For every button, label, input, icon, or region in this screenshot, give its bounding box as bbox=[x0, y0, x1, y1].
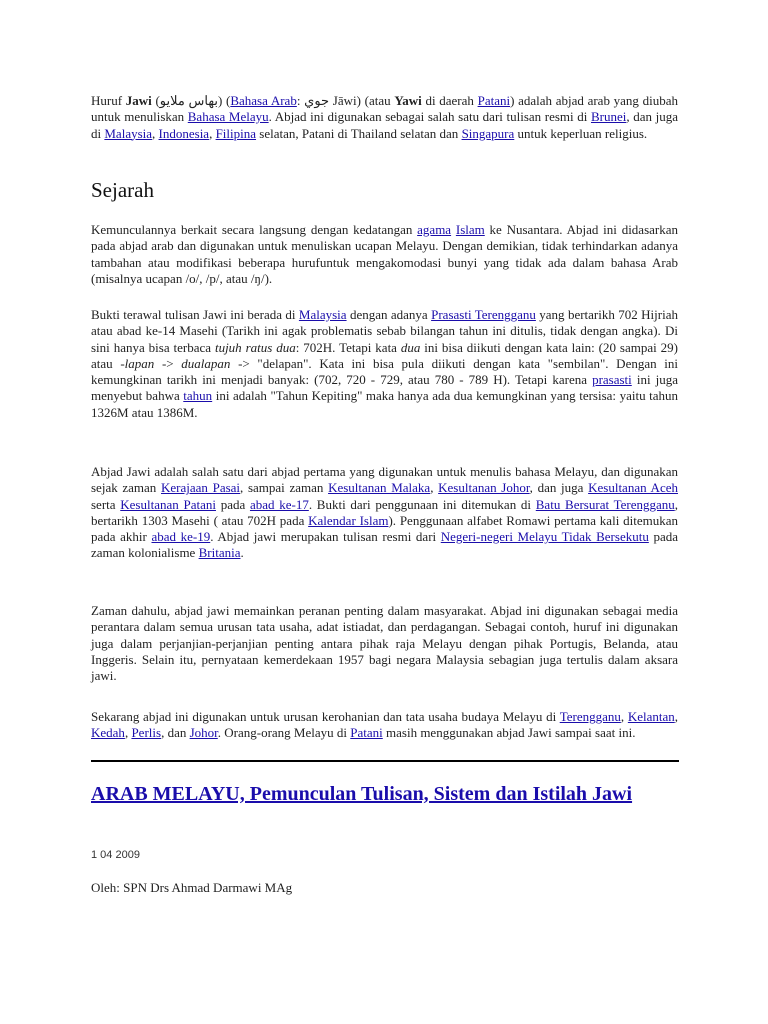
link-malaysia[interactable]: Malaysia bbox=[104, 125, 153, 141]
link-kesultanan-patani[interactable]: Kesultanan Patani bbox=[120, 496, 216, 512]
text: ) adalah abjad arab yang diubah untuk menuliskan bbox=[91, 93, 678, 125]
link-prasasti-terengganu[interactable]: Prasasti Terengganu bbox=[431, 307, 536, 322]
arabic-text: بهاس ملايو bbox=[159, 93, 218, 108]
link-tahun[interactable]: tahun bbox=[183, 388, 213, 404]
sejarah-paragraph-5 bbox=[91, 709, 678, 742]
term-jawi: Jawi bbox=[125, 93, 152, 108]
italic-text: dua bbox=[400, 339, 421, 355]
link-singapura[interactable]: Singapura bbox=[461, 125, 515, 141]
text: , dan juga di bbox=[91, 109, 678, 141]
text: ) ( bbox=[217, 93, 231, 108]
sejarah-paragraph-3 bbox=[91, 464, 678, 562]
link-prasasti[interactable]: prasasti bbox=[592, 372, 632, 388]
sejarah-paragraph-2 bbox=[91, 307, 678, 421]
link-abad-ke-19[interactable]: abad ke-19 bbox=[151, 529, 211, 545]
text: masih menggunakan abjad Jawi sampai saat ini. bbox=[382, 725, 636, 741]
link-indonesia[interactable]: Indonesia bbox=[158, 125, 210, 141]
text: , bbox=[430, 480, 439, 496]
text: untuk keperluan religius. bbox=[514, 125, 648, 141]
link-bahasa-melayu[interactable]: Bahasa Melayu bbox=[187, 109, 269, 125]
link-abad-ke-17[interactable]: abad ke-17 bbox=[249, 496, 309, 512]
link-negeri-negeri-melayu[interactable]: Negeri-negeri Melayu Tidak Bersekutu bbox=[440, 529, 649, 545]
intro-paragraph bbox=[91, 93, 678, 142]
article-title bbox=[91, 781, 696, 807]
text: : 702H. Tetapi kata bbox=[295, 339, 401, 355]
text: . bbox=[240, 545, 244, 561]
text: Kemunculannya berkait secara langsung dengan kedatangan bbox=[91, 222, 418, 237]
text: ini juga menyebut bahwa bbox=[91, 372, 678, 404]
link-malaysia[interactable]: Malaysia bbox=[298, 307, 347, 322]
text: ke Nusantara. Abjad ini didasarkan pada abjad arab dan digunakan untuk menuliskan ucapan Melayu. Dengan demikian, tidak terhindarkan adanya tambahan atau modifikasi beberapa hurufuntuk mengakomodasi bunyi yang tidak ada dalam bahasa Arab (misalnya ucapan /o/, /p/, atau /ŋ/). bbox=[91, 222, 679, 286]
link-kesultanan-malaka[interactable]: Kesultanan Malaka bbox=[328, 480, 431, 496]
sejarah-paragraph-4: Zaman dahulu, abjad jawi memainkan peranan penting dalam masyarakat. Abjad ini digunakan sebagai media perantara dalam semua urusan tata usaha, adat istiadat, dan perdagangan. Sebagai contoh, huruf ini digunakan juga dalam perjanjian-perjanjian penting antara pihak raja Melayu dengan pihak Portugis, Belanda, atau Inggeris. Selain itu, pernyataan kemerdekaan 1957 bagi negara Malaysia sebagian juga tertulis dalam aksara jawi. bbox=[91, 603, 678, 684]
text: : bbox=[296, 93, 305, 108]
link-kedah[interactable]: Kedah bbox=[91, 725, 125, 741]
link-filipina[interactable]: Filipina bbox=[215, 125, 257, 141]
arabic-text: جوي bbox=[304, 93, 330, 108]
text: yang bertarikh 702 Hijriah atau abad ke-14 Masehi (Tarikh ini agak problematis sebab bilangan tahun ini ditulis, tidak dengan angka). Di sini hanya bisa terbaca bbox=[91, 307, 678, 355]
link-kelantan[interactable]: Kelantan bbox=[627, 709, 675, 724]
text: . Abjad jawi merupakan tulisan resmi dari bbox=[210, 529, 441, 545]
text: . Bukti dari penggunaan ini ditemukan di bbox=[308, 496, 536, 512]
text: ). Penggunaan alfabet Romawi pertama kali ditemukan pada akhir bbox=[91, 512, 678, 545]
sejarah-paragraph-1 bbox=[91, 222, 678, 287]
article-title-link[interactable]: ARAB MELAYU, Pemunculan Tulisan, Sistem dan Istilah Jawi bbox=[91, 783, 633, 805]
link-patani[interactable]: Patani bbox=[350, 725, 383, 741]
text: Bukti terawal tulisan Jawi ini berada di bbox=[91, 307, 299, 322]
text: pada bbox=[215, 496, 250, 512]
text: , bbox=[209, 125, 216, 141]
text: di daerah bbox=[421, 93, 478, 108]
term-yawi: Yawi bbox=[394, 93, 422, 108]
text: ( bbox=[151, 93, 160, 108]
text: Huruf bbox=[91, 93, 126, 108]
text: , bertarikh 1303 Masehi ( atau 702H pada bbox=[91, 496, 678, 528]
text: , bbox=[152, 125, 159, 141]
link-brunei[interactable]: Brunei bbox=[590, 109, 627, 125]
italic-text: tujuh ratus dua bbox=[214, 339, 296, 355]
link-batu-bersurat-terengganu[interactable]: Batu Bersurat Terengganu bbox=[535, 496, 675, 512]
text: Abjad Jawi adalah salah satu dari abjad pertama yang digunakan untuk menulis bahasa Melayu, dan digunakan sejak zaman bbox=[91, 464, 678, 496]
horizontal-rule bbox=[91, 760, 679, 762]
article-date: 1 04 2009 bbox=[91, 849, 140, 861]
italic-text: dualapan bbox=[181, 355, 231, 371]
link-britania[interactable]: Britania bbox=[198, 545, 241, 561]
text: , dan bbox=[161, 725, 190, 741]
section-heading-sejarah: Sejarah bbox=[91, 178, 154, 202]
text: , sampai zaman bbox=[240, 480, 329, 496]
text: -> bbox=[154, 355, 182, 371]
text: serta bbox=[91, 496, 121, 512]
article-author: Oleh: SPN Drs Ahmad Darmawi MAg bbox=[91, 880, 293, 895]
link-kerajaan-pasai[interactable]: Kerajaan Pasai bbox=[161, 480, 241, 496]
italic-text: lapan bbox=[124, 355, 155, 371]
link-perlis[interactable]: Perlis bbox=[131, 725, 162, 741]
text: ini adalah "Tahun Kepiting" maka hanya ada dua kemungkinan yang tersisa: yaitu tahun 1326M atau 1386M. bbox=[91, 388, 678, 420]
text: , bbox=[124, 725, 132, 741]
link-islam[interactable]: Islam bbox=[455, 222, 485, 237]
link-johor[interactable]: Johor bbox=[189, 725, 218, 741]
text: dengan adanya bbox=[346, 307, 432, 322]
text: ini bisa diikuti dengan kata lain: (20 sampai 29) atau - bbox=[91, 339, 678, 371]
link-patani[interactable]: Patani bbox=[477, 93, 511, 108]
text: Sekarang abjad ini digunakan untuk urusan kerohanian dan tata usaha budaya Melayu di bbox=[91, 709, 560, 724]
text: Jāwi) (atau bbox=[329, 93, 395, 108]
text: -> "delapan". Kata ini bisa pula diikuti dengan kata "sembilan". Dengan ini kemungkinan tarikh ini menjadi banyak: (702, 720 - 729, atau 780 - 789 H). Tetapi karena bbox=[91, 355, 679, 388]
link-terengganu[interactable]: Terengganu bbox=[559, 709, 621, 724]
text: , bbox=[674, 709, 679, 724]
link-kalendar-islam[interactable]: Kalendar Islam bbox=[308, 512, 389, 528]
text: , dan juga bbox=[529, 480, 589, 496]
text: . Abjad ini digunakan sebagai salah satu dari tulisan resmi di bbox=[268, 109, 591, 125]
text: pada zaman kolonialisme bbox=[91, 529, 678, 561]
link-bahasa-arab[interactable]: Bahasa Arab bbox=[230, 93, 297, 108]
link-agama[interactable]: agama bbox=[417, 222, 452, 237]
text: . Orang-orang Melayu di bbox=[217, 725, 351, 741]
link-kesultanan-aceh[interactable]: Kesultanan Aceh bbox=[588, 480, 678, 496]
text: selatan, Patani di Thailand selatan dan bbox=[256, 125, 462, 141]
link-kesultanan-johor[interactable]: Kesultanan Johor bbox=[438, 480, 530, 496]
text: , bbox=[620, 709, 628, 724]
